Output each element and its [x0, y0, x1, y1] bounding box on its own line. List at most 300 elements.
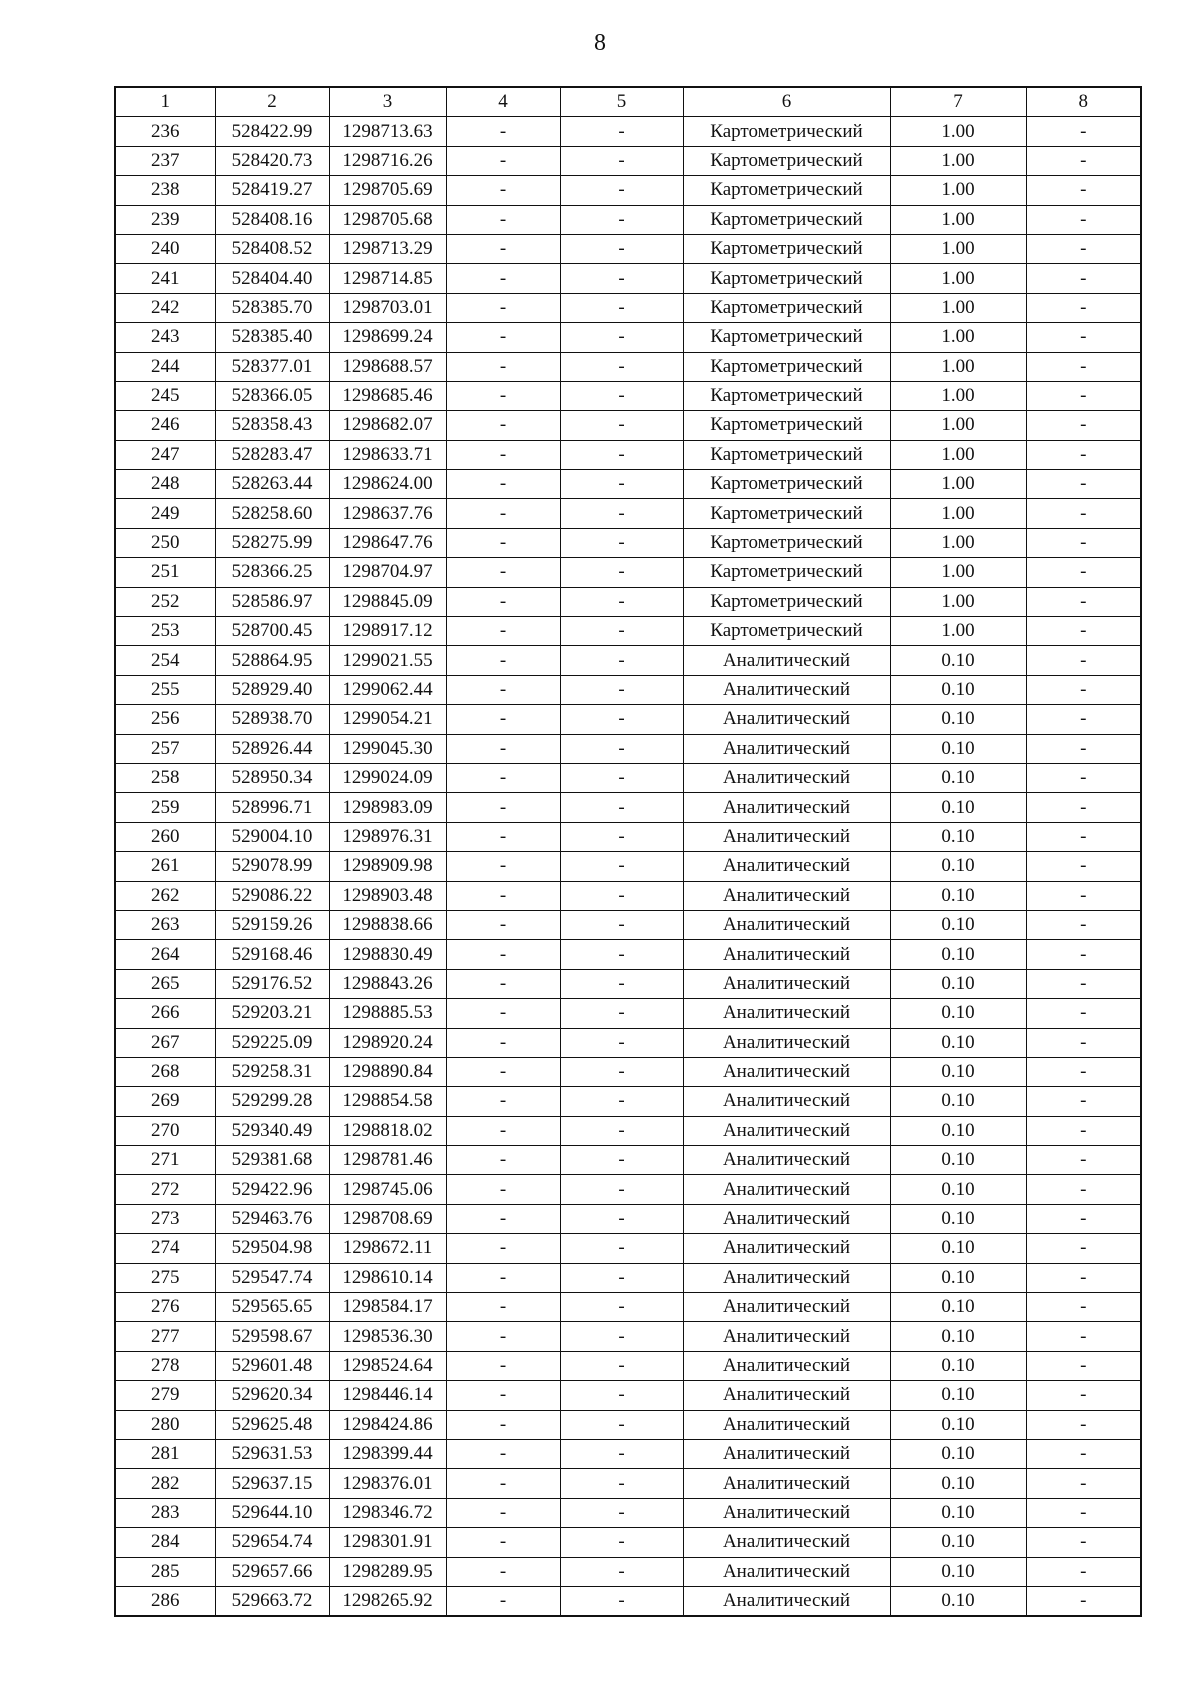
table-row	[115, 969, 1141, 998]
table-row	[115, 470, 1141, 499]
table-row	[115, 381, 1141, 410]
col4-cell: -	[446, 323, 560, 352]
y-coordinate-cell: 1298920.24	[329, 1028, 446, 1057]
accuracy-cell: 0.10	[890, 1028, 1026, 1057]
y-coordinate-cell: 1299024.09	[329, 763, 446, 792]
method-cell: Аналитический	[683, 940, 890, 969]
x-coordinate-cell: 528864.95	[215, 646, 329, 675]
method-cell: Аналитический	[683, 646, 890, 675]
point-number-cell: 286	[115, 1586, 215, 1616]
col8-cell: -	[1026, 1439, 1141, 1468]
accuracy-cell: 0.10	[890, 999, 1026, 1028]
col4-cell: -	[446, 1586, 560, 1616]
table-body	[115, 117, 1141, 1616]
y-coordinate-cell: 1298624.00	[329, 470, 446, 499]
col4-cell: -	[446, 440, 560, 469]
col5-cell: -	[560, 1293, 683, 1322]
point-number-cell: 247	[115, 440, 215, 469]
x-coordinate-cell: 529547.74	[215, 1263, 329, 1292]
col5-cell: -	[560, 440, 683, 469]
col8-cell: -	[1026, 1498, 1141, 1527]
y-coordinate-cell: 1298637.76	[329, 499, 446, 528]
col5-cell: -	[560, 910, 683, 939]
col5-cell: -	[560, 675, 683, 704]
col5-cell: -	[560, 734, 683, 763]
y-coordinate-cell: 1298685.46	[329, 381, 446, 410]
point-number-cell: 267	[115, 1028, 215, 1057]
column-header-3: 3	[329, 87, 446, 117]
col4-cell: -	[446, 146, 560, 175]
col5-cell: -	[560, 1469, 683, 1498]
col4-cell: -	[446, 1057, 560, 1086]
col5-cell: -	[560, 1439, 683, 1468]
accuracy-cell: 0.10	[890, 1528, 1026, 1557]
col8-cell: -	[1026, 1028, 1141, 1057]
table-row	[115, 1557, 1141, 1586]
col4-cell: -	[446, 969, 560, 998]
point-number-cell: 274	[115, 1234, 215, 1263]
col4-cell: -	[446, 1498, 560, 1527]
col5-cell: -	[560, 587, 683, 616]
table-row	[115, 763, 1141, 792]
col4-cell: -	[446, 822, 560, 851]
x-coordinate-cell: 529644.10	[215, 1498, 329, 1527]
point-number-cell: 239	[115, 205, 215, 234]
accuracy-cell: 0.10	[890, 881, 1026, 910]
col5-cell: -	[560, 646, 683, 675]
accuracy-cell: 0.10	[890, 1557, 1026, 1586]
method-cell: Картометрический	[683, 411, 890, 440]
accuracy-cell: 1.00	[890, 617, 1026, 646]
point-number-cell: 281	[115, 1439, 215, 1468]
col8-cell: -	[1026, 381, 1141, 410]
accuracy-cell: 1.00	[890, 234, 1026, 263]
y-coordinate-cell: 1298745.06	[329, 1175, 446, 1204]
col4-cell: -	[446, 293, 560, 322]
method-cell: Картометрический	[683, 293, 890, 322]
point-number-cell: 260	[115, 822, 215, 851]
accuracy-cell: 1.00	[890, 411, 1026, 440]
method-cell: Картометрический	[683, 234, 890, 263]
method-cell: Картометрический	[683, 587, 890, 616]
method-cell: Аналитический	[683, 1586, 890, 1616]
accuracy-cell: 0.10	[890, 1469, 1026, 1498]
point-number-cell: 277	[115, 1322, 215, 1351]
col8-cell: -	[1026, 587, 1141, 616]
x-coordinate-cell: 529203.21	[215, 999, 329, 1028]
x-coordinate-cell: 528996.71	[215, 793, 329, 822]
col4-cell: -	[446, 763, 560, 792]
y-coordinate-cell: 1298903.48	[329, 881, 446, 910]
col4-cell: -	[446, 852, 560, 881]
table-row	[115, 411, 1141, 440]
x-coordinate-cell: 528358.43	[215, 411, 329, 440]
table-row	[115, 499, 1141, 528]
y-coordinate-cell: 1298688.57	[329, 352, 446, 381]
accuracy-cell: 0.10	[890, 1586, 1026, 1616]
table-row	[115, 705, 1141, 734]
accuracy-cell: 1.00	[890, 470, 1026, 499]
table-row	[115, 1351, 1141, 1380]
table-row	[115, 734, 1141, 763]
accuracy-cell: 0.10	[890, 940, 1026, 969]
table-row	[115, 528, 1141, 557]
col4-cell: -	[446, 910, 560, 939]
table-row	[115, 1175, 1141, 1204]
col8-cell: -	[1026, 234, 1141, 263]
method-cell: Аналитический	[683, 1175, 890, 1204]
accuracy-cell: 1.00	[890, 440, 1026, 469]
point-number-cell: 248	[115, 470, 215, 499]
y-coordinate-cell: 1298289.95	[329, 1557, 446, 1586]
col4-cell: -	[446, 1469, 560, 1498]
table-row	[115, 1146, 1141, 1175]
x-coordinate-cell: 529463.76	[215, 1204, 329, 1233]
point-number-cell: 236	[115, 117, 215, 146]
method-cell: Картометрический	[683, 528, 890, 557]
method-cell: Картометрический	[683, 205, 890, 234]
y-coordinate-cell: 1298704.97	[329, 558, 446, 587]
header-row	[115, 87, 1141, 117]
col8-cell: -	[1026, 1146, 1141, 1175]
x-coordinate-cell: 528366.25	[215, 558, 329, 587]
x-coordinate-cell: 529625.48	[215, 1410, 329, 1439]
col5-cell: -	[560, 940, 683, 969]
accuracy-cell: 0.10	[890, 969, 1026, 998]
x-coordinate-cell: 528420.73	[215, 146, 329, 175]
method-cell: Аналитический	[683, 1381, 890, 1410]
col4-cell: -	[446, 793, 560, 822]
col8-cell: -	[1026, 646, 1141, 675]
x-coordinate-cell: 528926.44	[215, 734, 329, 763]
point-number-cell: 256	[115, 705, 215, 734]
col8-cell: -	[1026, 1586, 1141, 1616]
y-coordinate-cell: 1298714.85	[329, 264, 446, 293]
table-row	[115, 293, 1141, 322]
method-cell: Аналитический	[683, 881, 890, 910]
point-number-cell: 273	[115, 1204, 215, 1233]
table-row	[115, 1293, 1141, 1322]
x-coordinate-cell: 529663.72	[215, 1586, 329, 1616]
col8-cell: -	[1026, 1293, 1141, 1322]
accuracy-cell: 0.10	[890, 1439, 1026, 1468]
y-coordinate-cell: 1298705.69	[329, 176, 446, 205]
col8-cell: -	[1026, 146, 1141, 175]
accuracy-cell: 0.10	[890, 1322, 1026, 1351]
x-coordinate-cell: 528263.44	[215, 470, 329, 499]
col5-cell: -	[560, 411, 683, 440]
point-number-cell: 254	[115, 646, 215, 675]
col8-cell: -	[1026, 734, 1141, 763]
method-cell: Аналитический	[683, 1146, 890, 1175]
col4-cell: -	[446, 1381, 560, 1410]
y-coordinate-cell: 1298703.01	[329, 293, 446, 322]
point-number-cell: 258	[115, 763, 215, 792]
col5-cell: -	[560, 264, 683, 293]
y-coordinate-cell: 1298346.72	[329, 1498, 446, 1527]
accuracy-cell: 0.10	[890, 646, 1026, 675]
col8-cell: -	[1026, 499, 1141, 528]
x-coordinate-cell: 528404.40	[215, 264, 329, 293]
x-coordinate-cell: 529504.98	[215, 1234, 329, 1263]
table-row	[115, 999, 1141, 1028]
column-header-8: 8	[1026, 87, 1141, 117]
table-row	[115, 1057, 1141, 1086]
col4-cell: -	[446, 1557, 560, 1586]
y-coordinate-cell: 1298843.26	[329, 969, 446, 998]
col4-cell: -	[446, 1175, 560, 1204]
table-row	[115, 1087, 1141, 1116]
y-coordinate-cell: 1298890.84	[329, 1057, 446, 1086]
col8-cell: -	[1026, 1528, 1141, 1557]
y-coordinate-cell: 1298708.69	[329, 1204, 446, 1233]
y-coordinate-cell: 1298301.91	[329, 1528, 446, 1557]
method-cell: Аналитический	[683, 969, 890, 998]
table-row	[115, 1234, 1141, 1263]
x-coordinate-cell: 528929.40	[215, 675, 329, 704]
method-cell: Картометрический	[683, 617, 890, 646]
table-row	[115, 1528, 1141, 1557]
accuracy-cell: 1.00	[890, 264, 1026, 293]
column-header-2: 2	[215, 87, 329, 117]
col4-cell: -	[446, 1351, 560, 1380]
y-coordinate-cell: 1298424.86	[329, 1410, 446, 1439]
col8-cell: -	[1026, 910, 1141, 939]
y-coordinate-cell: 1298854.58	[329, 1087, 446, 1116]
accuracy-cell: 1.00	[890, 381, 1026, 410]
col5-cell: -	[560, 1028, 683, 1057]
method-cell: Аналитический	[683, 1528, 890, 1557]
col5-cell: -	[560, 146, 683, 175]
col4-cell: -	[446, 675, 560, 704]
method-cell: Аналитический	[683, 763, 890, 792]
col4-cell: -	[446, 264, 560, 293]
method-cell: Аналитический	[683, 852, 890, 881]
accuracy-cell: 1.00	[890, 323, 1026, 352]
accuracy-cell: 0.10	[890, 763, 1026, 792]
x-coordinate-cell: 528385.40	[215, 323, 329, 352]
method-cell: Аналитический	[683, 1057, 890, 1086]
col5-cell: -	[560, 1116, 683, 1145]
point-number-cell: 242	[115, 293, 215, 322]
col5-cell: -	[560, 205, 683, 234]
method-cell: Картометрический	[683, 117, 890, 146]
col5-cell: -	[560, 381, 683, 410]
y-coordinate-cell: 1298610.14	[329, 1263, 446, 1292]
y-coordinate-cell: 1298838.66	[329, 910, 446, 939]
x-coordinate-cell: 528408.16	[215, 205, 329, 234]
col4-cell: -	[446, 117, 560, 146]
method-cell: Аналитический	[683, 1439, 890, 1468]
col5-cell: -	[560, 1322, 683, 1351]
method-cell: Аналитический	[683, 1028, 890, 1057]
method-cell: Аналитический	[683, 1322, 890, 1351]
point-number-cell: 270	[115, 1116, 215, 1145]
table-row	[115, 1469, 1141, 1498]
col4-cell: -	[446, 411, 560, 440]
col5-cell: -	[560, 1263, 683, 1292]
point-number-cell: 251	[115, 558, 215, 587]
y-coordinate-cell: 1299021.55	[329, 646, 446, 675]
col8-cell: -	[1026, 1175, 1141, 1204]
y-coordinate-cell: 1299054.21	[329, 705, 446, 734]
point-number-cell: 263	[115, 910, 215, 939]
table-row	[115, 1439, 1141, 1468]
x-coordinate-cell: 528586.97	[215, 587, 329, 616]
col5-cell: -	[560, 822, 683, 851]
x-coordinate-cell: 529340.49	[215, 1116, 329, 1145]
point-number-cell: 282	[115, 1469, 215, 1498]
col5-cell: -	[560, 1557, 683, 1586]
col4-cell: -	[446, 617, 560, 646]
col5-cell: -	[560, 969, 683, 998]
point-number-cell: 264	[115, 940, 215, 969]
y-coordinate-cell: 1298682.07	[329, 411, 446, 440]
table-row	[115, 617, 1141, 646]
accuracy-cell: 0.10	[890, 1351, 1026, 1380]
method-cell: Картометрический	[683, 558, 890, 587]
y-coordinate-cell: 1298983.09	[329, 793, 446, 822]
y-coordinate-cell: 1299062.44	[329, 675, 446, 704]
col5-cell: -	[560, 1528, 683, 1557]
x-coordinate-cell: 529598.67	[215, 1322, 329, 1351]
col8-cell: -	[1026, 1410, 1141, 1439]
x-coordinate-cell: 529078.99	[215, 852, 329, 881]
col5-cell: -	[560, 528, 683, 557]
method-cell: Аналитический	[683, 1293, 890, 1322]
col5-cell: -	[560, 1410, 683, 1439]
table-row	[115, 822, 1141, 851]
y-coordinate-cell: 1298845.09	[329, 587, 446, 616]
accuracy-cell: 0.10	[890, 1116, 1026, 1145]
point-number-cell: 246	[115, 411, 215, 440]
method-cell: Аналитический	[683, 1351, 890, 1380]
col4-cell: -	[446, 587, 560, 616]
column-header-1: 1	[115, 87, 215, 117]
point-number-cell: 266	[115, 999, 215, 1028]
col8-cell: -	[1026, 793, 1141, 822]
accuracy-cell: 0.10	[890, 705, 1026, 734]
x-coordinate-cell: 528419.27	[215, 176, 329, 205]
col5-cell: -	[560, 999, 683, 1028]
accuracy-cell: 0.10	[890, 1410, 1026, 1439]
x-coordinate-cell: 529225.09	[215, 1028, 329, 1057]
method-cell: Аналитический	[683, 1263, 890, 1292]
coordinates-table	[114, 86, 1142, 1617]
col5-cell: -	[560, 1498, 683, 1527]
col8-cell: -	[1026, 822, 1141, 851]
x-coordinate-cell: 529657.66	[215, 1557, 329, 1586]
col8-cell: -	[1026, 1204, 1141, 1233]
point-number-cell: 240	[115, 234, 215, 263]
col8-cell: -	[1026, 205, 1141, 234]
table-row	[115, 234, 1141, 263]
col5-cell: -	[560, 323, 683, 352]
y-coordinate-cell: 1298781.46	[329, 1146, 446, 1175]
method-cell: Картометрический	[683, 323, 890, 352]
x-coordinate-cell: 528938.70	[215, 705, 329, 734]
accuracy-cell: 1.00	[890, 558, 1026, 587]
col8-cell: -	[1026, 617, 1141, 646]
x-coordinate-cell: 528422.99	[215, 117, 329, 146]
accuracy-cell: 0.10	[890, 1293, 1026, 1322]
col4-cell: -	[446, 705, 560, 734]
col4-cell: -	[446, 1116, 560, 1145]
point-number-cell: 253	[115, 617, 215, 646]
x-coordinate-cell: 529637.15	[215, 1469, 329, 1498]
y-coordinate-cell: 1298399.44	[329, 1439, 446, 1468]
col5-cell: -	[560, 705, 683, 734]
col4-cell: -	[446, 558, 560, 587]
point-number-cell: 269	[115, 1087, 215, 1116]
col8-cell: -	[1026, 558, 1141, 587]
col4-cell: -	[446, 352, 560, 381]
x-coordinate-cell: 529086.22	[215, 881, 329, 910]
col4-cell: -	[446, 528, 560, 557]
table-row	[115, 1410, 1141, 1439]
col5-cell: -	[560, 617, 683, 646]
method-cell: Аналитический	[683, 793, 890, 822]
table-row	[115, 940, 1141, 969]
accuracy-cell: 0.10	[890, 1263, 1026, 1292]
method-cell: Аналитический	[683, 1087, 890, 1116]
accuracy-cell: 0.10	[890, 793, 1026, 822]
method-cell: Аналитический	[683, 1234, 890, 1263]
point-number-cell: 238	[115, 176, 215, 205]
table-row	[115, 1204, 1141, 1233]
col4-cell: -	[446, 646, 560, 675]
accuracy-cell: 1.00	[890, 117, 1026, 146]
table-row	[115, 646, 1141, 675]
y-coordinate-cell: 1298713.63	[329, 117, 446, 146]
x-coordinate-cell: 529299.28	[215, 1087, 329, 1116]
col8-cell: -	[1026, 1087, 1141, 1116]
col4-cell: -	[446, 1410, 560, 1439]
col4-cell: -	[446, 470, 560, 499]
y-coordinate-cell: 1298536.30	[329, 1322, 446, 1351]
col8-cell: -	[1026, 1557, 1141, 1586]
accuracy-cell: 0.10	[890, 1234, 1026, 1263]
x-coordinate-cell: 529381.68	[215, 1146, 329, 1175]
col4-cell: -	[446, 381, 560, 410]
col4-cell: -	[446, 205, 560, 234]
col8-cell: -	[1026, 940, 1141, 969]
accuracy-cell: 1.00	[890, 528, 1026, 557]
col5-cell: -	[560, 499, 683, 528]
y-coordinate-cell: 1298584.17	[329, 1293, 446, 1322]
col5-cell: -	[560, 1057, 683, 1086]
col4-cell: -	[446, 1293, 560, 1322]
col8-cell: -	[1026, 763, 1141, 792]
y-coordinate-cell: 1298647.76	[329, 528, 446, 557]
accuracy-cell: 0.10	[890, 852, 1026, 881]
y-coordinate-cell: 1298633.71	[329, 440, 446, 469]
accuracy-cell: 1.00	[890, 205, 1026, 234]
col4-cell: -	[446, 1204, 560, 1233]
method-cell: Картометрический	[683, 176, 890, 205]
col8-cell: -	[1026, 293, 1141, 322]
table-row	[115, 1381, 1141, 1410]
table-row	[115, 1498, 1141, 1527]
method-cell: Картометрический	[683, 264, 890, 293]
col4-cell: -	[446, 1087, 560, 1116]
column-header-7: 7	[890, 87, 1026, 117]
point-number-cell: 243	[115, 323, 215, 352]
x-coordinate-cell: 528700.45	[215, 617, 329, 646]
table-row	[115, 1116, 1141, 1145]
x-coordinate-cell: 529258.31	[215, 1057, 329, 1086]
method-cell: Аналитический	[683, 1469, 890, 1498]
